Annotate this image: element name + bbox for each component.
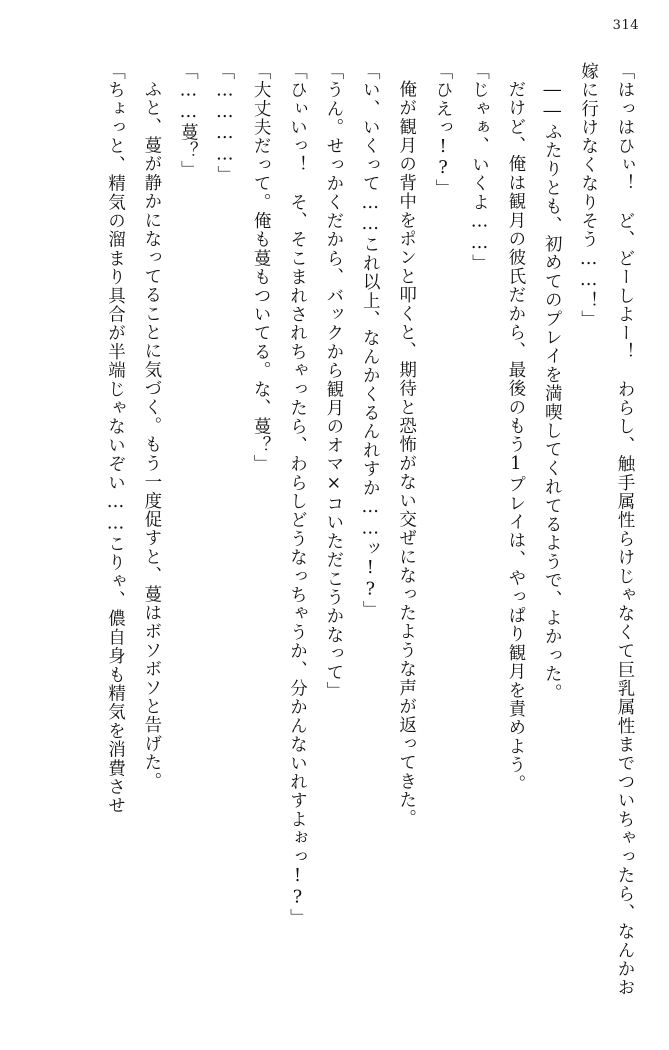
paragraph: 「じゃぁ、いくよ……」 — [469, 62, 490, 273]
paragraph: だけど、俺は観月の彼氏だから、最後のもう1プレイは、やっぱり観月を責めよう。 — [505, 80, 526, 794]
paragraph: 「大丈夫だって。俺も蔓もついてる。な、蔓？」 — [251, 62, 272, 474]
paragraph: 「ひぃいっ！ そ、そこまれされちゃったら、わらしどうなっちゃうか、分かんないれすよぉっ!?」 — [287, 62, 308, 928]
paragraph: 「うん。せっかくだから、バックから観月のオマ×コいただこうかなって」 — [323, 62, 344, 701]
paragraph: 俺が観月の背中をポンと叩くと、期待と恐怖がない交ぜになったような声が返ってきた。 — [396, 80, 417, 828]
paragraph: ふと、蔓が静かになってることに気づく。もう一度促すと、蔓はボソボソと告げた。 — [141, 80, 162, 791]
paragraph: 「はっはひぃ！ ど、どーしよー！ わらし、触手属性らけじゃなくて巨乳属性までついちゃったら、なんかお嫁に行けなくなりそう……！」 — [578, 62, 635, 997]
paragraph: 「い、いくって……これ以上、なんかくるんれすか……ッ!?」 — [360, 62, 381, 620]
page-number: 314 — [612, 18, 639, 33]
paragraph: 「……蔓？」 — [178, 62, 199, 180]
paragraph: 「ひえっ!?」 — [433, 62, 454, 198]
paragraph: 「ちょっと、精気の溜まり具合が半端じゃないぞい……こりゃ、儂自身も精気を消費させ — [105, 62, 126, 815]
paragraph: 「…………」 — [214, 62, 235, 185]
page-body-text — [26, 62, 643, 1014]
paragraph: ――ふたりとも、初めてのプレイを満喫してくれてるようで、よかった。 — [542, 80, 563, 703]
